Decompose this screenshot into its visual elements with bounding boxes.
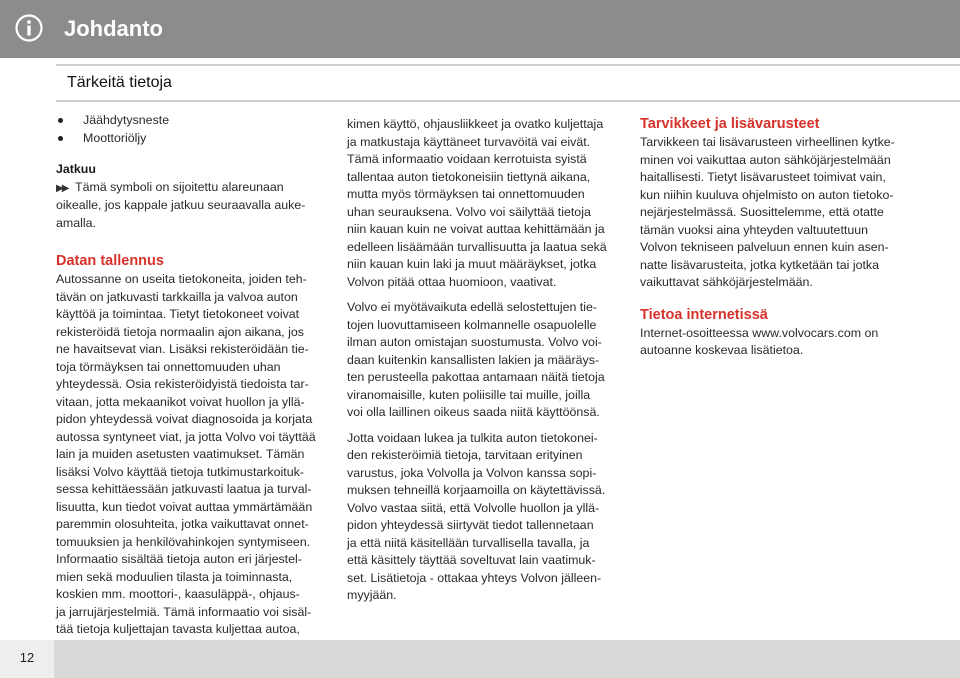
text-line: Tämä informaatio voidaan kerrotuista syistä xyxy=(347,152,587,166)
text-line: yhteydessä. Osia rekisteröidyistä tiedoista tar- xyxy=(56,377,309,391)
text-line: autoanne koskevaa lisätietoa. xyxy=(640,343,804,357)
paragraph xyxy=(347,116,617,291)
text-line: lain ja muiden asetusten vaatimukset. Tämän xyxy=(56,447,305,461)
column-left xyxy=(56,112,324,656)
text-line: Volvo vastaa siitä, että Volvolle huollon ja yllä- xyxy=(347,500,600,515)
text-line: lisäksi Volvo käyttää tietoja tutkimustarkoituk- xyxy=(56,464,304,479)
text-line: Volvon pitää ottaa huomioon, vaativat. xyxy=(347,274,557,289)
text-line: koskien mm. moottori-, kaasuläppä-, ohjaus- xyxy=(56,587,300,601)
text-line: haitallisesti. Tietyt lisävarusteet toimivat vain, xyxy=(640,170,886,184)
tarvikkeet-heading: Tarvikkeet ja lisävarusteet xyxy=(640,116,820,132)
column-right xyxy=(640,115,910,360)
text-line: rekisteröidä tietoja normaalin ajon aikana, jos xyxy=(56,324,304,339)
text-line: ne havaitsevat vian. Lisäksi rekisteröidään tie- xyxy=(56,342,309,356)
text-line: kimen käyttö, ohjausliikkeet ja ovatko kuljettaja xyxy=(347,117,604,131)
bullet-item: Jäähdytysneste xyxy=(56,112,324,130)
paragraph xyxy=(347,430,617,605)
page-header xyxy=(0,0,960,58)
page-title: Johdanto xyxy=(64,16,163,41)
text-line: tojen luovuttamiseen kolmannelle osapuolelle xyxy=(347,317,597,332)
text-line: tallentaa auton tietokoneisiin tiettynä aikana, xyxy=(347,169,591,184)
text-line: ilman auton omistajan suostumusta. Volvo voi- xyxy=(347,335,602,349)
text-line: den rekisteröimiä tietoja, tarvitaan erityinen xyxy=(347,448,583,462)
datan-body xyxy=(56,271,324,656)
text-line: vitaan, jotta mekaanikot voivat huollon ja yllä- xyxy=(56,394,305,409)
text-line: set. Lisätietoja - ottakaa yhteys Volvon jälleen- xyxy=(347,570,602,585)
jatkuu-line: oikealle, jos kappale jatkuu seuraavalla auke- xyxy=(56,198,306,212)
jatkuu-line: ▶▶ Tämä symboli on sijoitettu alareunaan xyxy=(56,179,324,198)
text-line: paremmin olosuhteita, jotka vaikuttavat onnet- xyxy=(56,517,309,531)
tarvikkeet-body xyxy=(640,134,910,292)
section-bar xyxy=(56,64,960,102)
text-line: Informaatio sisältää tietoja auton eri järjestel- xyxy=(56,552,302,566)
text-line: ten perusteella pakottaa antamaan näitä tietoja xyxy=(347,370,605,384)
paragraph xyxy=(347,299,617,422)
text-line: ja matkustaja käyttäneet turvavöitä vai eivät. xyxy=(347,134,591,149)
text-line: niin kauan kuin ne voivat auttaa kehittämään ja xyxy=(347,222,605,236)
section-title: Tärkeitä tietoja xyxy=(67,74,172,91)
text-line: tämän vuoksi aina yhteyden valtuutettuun xyxy=(640,222,868,237)
text-line: kun niihin kuuluva ohjelmisto on auton tietoko- xyxy=(640,187,894,202)
text-line: autossa syntyneet viat, ja jotta Volvo voi täyttää xyxy=(56,429,316,444)
text-line: Volvon tekniseen palveluun ennen kuin asen- xyxy=(640,240,889,254)
text-line: pidon yhteydessä siirtyvät tiedot tallennetaan xyxy=(347,518,594,532)
text-line: Autossanne on useita tietokoneita, joiden teh- xyxy=(56,272,307,286)
text-line: uhan seurauksena. Volvo voi säilyttää tietoja xyxy=(347,204,591,219)
double-chevron-right-icon: ▶▶ xyxy=(56,182,68,194)
text-line: Tarvikkeen tai lisävarusteen virheellinen kytke- xyxy=(640,135,895,149)
text-line: tävän on jatkuvasti tarkkailla ja valvoa auton xyxy=(56,289,298,304)
text-line: ja että niitä käsitellään turvallisella tavalla, ja xyxy=(347,535,590,550)
jatkuu-heading: Jatkuu xyxy=(56,162,96,176)
text-line: natte lisävarusteita, jotka kytketään tai jotka xyxy=(640,257,879,272)
text-line: mutta myös törmäyksen tai onnettomuuden xyxy=(347,187,585,201)
text-line: sessa kehittäessään jatkuvasti laatua ja turval- xyxy=(56,482,312,496)
text-line: Internet-osoitteessa www.volvocars.com on xyxy=(640,325,879,340)
text-line: daan kuitenkin kansallisten lakien ja määräys- xyxy=(347,352,600,367)
page-number-box xyxy=(0,640,54,678)
text-line: tää tietoja kuljettajan tavasta kuljettaa autoa, xyxy=(56,622,300,636)
text-line: myyjään. xyxy=(347,588,397,602)
column-middle xyxy=(347,116,617,605)
text-line: voi olla laillinen oikeus saada niitä käyttöönsä. xyxy=(347,405,600,419)
text-line: käyttöä ja toimintaa. Tietyt tietokoneet voivat xyxy=(56,307,300,321)
text-line: tomuuksien ja henkilövahinkojen syntymiseen. xyxy=(56,534,311,549)
text-line: Volvo ei myötävaikuta edellä selostettujen tie- xyxy=(347,300,598,314)
text-line: niin kauan kuin laki ja muut määräykset, jotka xyxy=(347,257,597,271)
text-line: viranomaisille, kuten poliisille tai muille, joilla xyxy=(347,387,591,402)
page-number: 12 xyxy=(19,650,35,665)
text-line: Jotta voidaan lukea ja tulkita auton tietokonei- xyxy=(347,430,598,445)
text-line: toja törmäyksen tai onnettomuuden uhan xyxy=(56,359,281,374)
text-line: vaikuttavat sähköjärjestelmään. xyxy=(640,275,813,289)
page-footer xyxy=(0,640,960,678)
datan-heading: Datan tallennus xyxy=(56,253,164,269)
text-line: edelleen lisäämään turvallisuutta ja laatua sekä xyxy=(347,239,607,254)
bullet-item: Moottoriöljy xyxy=(56,130,324,148)
jatkuu-line: amalla. xyxy=(56,215,96,230)
text-line: että käsittely täyttää soveltuvat lain vaatimuk- xyxy=(347,553,596,567)
text-line: varustus, joka Volvolla ja Volvon kanssa sopi- xyxy=(347,465,597,480)
text-line: muksen tehneillä korjaamoilla on käytettävissä. xyxy=(347,483,606,497)
tietoa-heading: Tietoa internetissä xyxy=(640,306,768,323)
info-icon xyxy=(15,14,43,42)
text-line: lisuutta, kun tiedot voivat auttaa ymmärtämään xyxy=(56,499,313,514)
text-line: mien sekä moduulien tilasta ja toiminnasta, xyxy=(56,569,293,584)
text-line: minen voi vaikuttaa auton sähköjärjestelmään xyxy=(640,152,891,167)
text-line: nejärjestelmässä. Suosittelemme, että otatte xyxy=(640,205,884,219)
text-line: ja jarrujärjestelmiä. Tämä informaatio voi sisäl- xyxy=(56,604,312,619)
tietoa-body xyxy=(640,325,910,360)
text-line: pidon yhteydessä voivat diagnosoida ja korjata xyxy=(56,412,313,426)
